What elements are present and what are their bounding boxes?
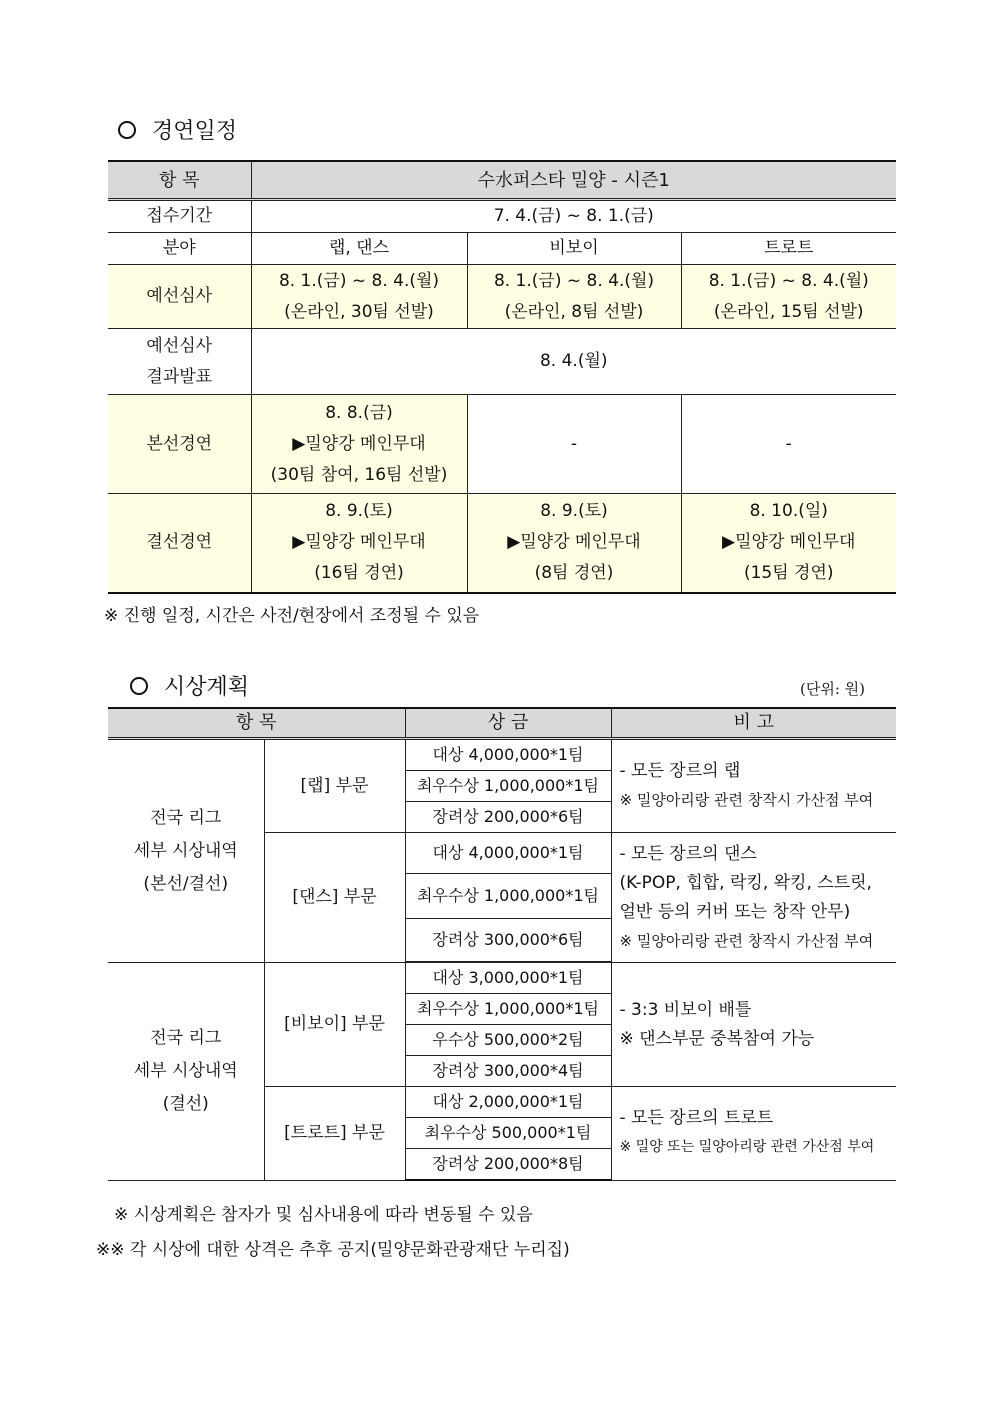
prize-cell: 장려상 200,000*8팀	[405, 1149, 611, 1181]
prize-cell: 대상 4,000,000*1팀	[405, 739, 611, 771]
cell-line: (온라인, 8팀 선발)	[504, 301, 644, 322]
cell-line: (결선)	[162, 1093, 209, 1114]
prize-cell: 최우수상 500,000*1팀	[405, 1118, 611, 1149]
section-title-schedule	[118, 114, 237, 145]
cell-line: 전국 리그	[150, 1027, 222, 1048]
cell-line: 8. 9.(토)	[325, 501, 393, 522]
cell-line: (16팀 경연)	[314, 563, 404, 584]
division-name: [랩] 부문	[264, 739, 405, 833]
table-header-row	[108, 708, 896, 739]
cell-line: (온라인, 30팀 선발)	[284, 301, 434, 322]
cell-line: 예선심사	[146, 335, 213, 356]
remark-cell	[611, 739, 896, 833]
cell-line: 결과발표	[146, 366, 213, 387]
table-header-row	[108, 161, 896, 200]
cell-line: 8. 1.(금) ~ 8. 4.(월)	[708, 270, 869, 291]
prelim-result-value: 8. 4.(월)	[251, 329, 896, 395]
cell-line: (온라인, 15팀 선발)	[713, 301, 864, 322]
schedule-note: ※ 진행 일정, 시간은 사전/현장에서 조정될 수 있음	[104, 606, 480, 626]
table-row-main	[108, 395, 896, 494]
prize-cell: 우수상 500,000*2팀	[405, 1025, 611, 1056]
table-row-prelim	[108, 265, 896, 329]
group-label	[108, 739, 264, 963]
final-cell	[251, 494, 467, 593]
cell-line: 8. 9.(토)	[540, 501, 608, 522]
cell-line: 세부 시상내역	[133, 840, 238, 861]
cell-line: ※ 밀양 또는 밀양아리랑 관련 가산점 부여	[619, 1139, 875, 1156]
cell-line: ▶밀양강 메인무대	[722, 532, 856, 553]
table-row-prelim-result	[108, 329, 896, 395]
header-item: 항 목	[108, 708, 405, 739]
main-cell-bboy: -	[467, 395, 681, 494]
cell-line: 8. 10.(일)	[749, 501, 828, 522]
prize-cell: 장려상 300,000*4팀	[405, 1056, 611, 1087]
header-item: 항 목	[108, 161, 251, 200]
division-name: [트로트] 부문	[264, 1087, 405, 1181]
remark-cell	[611, 963, 896, 1087]
main-cell	[251, 395, 467, 494]
prelim-cell	[681, 265, 896, 329]
awards-table	[108, 707, 896, 1181]
header-event: 수水퍼스타 밀양 - 시즌1	[251, 161, 896, 200]
cell-line: (본선/결선)	[143, 873, 229, 894]
section-title-awards	[130, 670, 249, 701]
prize-cell: 대상 4,000,000*1팀	[405, 833, 611, 874]
cell-line: 얼반 등의 커버 또는 창작 안무)	[619, 901, 851, 922]
table-row	[108, 963, 896, 994]
final-cell	[681, 494, 896, 593]
prelim-cell	[467, 265, 681, 329]
cell-line: - 모든 장르의 트로트	[619, 1108, 774, 1129]
cell-line: (K-POP, 힙합, 락킹, 왁킹, 스트릿,	[619, 872, 872, 893]
awards-note-2: ※※ 각 시상에 대한 상격은 추후 공지(밀양문화관광재단 누리집)	[96, 1240, 570, 1260]
prize-cell: 최우수상 1,000,000*1팀	[405, 994, 611, 1025]
header-remark: 비 고	[611, 708, 896, 739]
section-title-text: 경연일정	[152, 119, 238, 144]
cell-line: (15팀 경연)	[743, 563, 834, 584]
division-name: [비보이] 부문	[264, 963, 405, 1087]
header-prize: 상 금	[405, 708, 611, 739]
final-cell	[467, 494, 681, 593]
cell-line: 8. 8.(금)	[325, 402, 393, 423]
cell-line: ▶밀양강 메인무대	[292, 532, 426, 553]
cell-line: ▶밀양강 메인무대	[507, 532, 641, 553]
main-cell-trot: -	[681, 395, 896, 494]
cell-line: - 모든 장르의 랩	[619, 761, 741, 781]
row-label	[108, 329, 251, 395]
schedule-table	[108, 160, 896, 594]
reception-value: 7. 4.(금) ~ 8. 1.(금)	[251, 200, 896, 233]
cell-line: 전국 리그	[150, 807, 222, 828]
cell-line: ※ 밀양아리랑 관련 창작시 가산점 부여	[619, 931, 874, 950]
table-row-final	[108, 494, 896, 593]
circle-bullet-icon	[130, 677, 148, 695]
remark-cell	[611, 1087, 896, 1181]
row-label: 접수기간	[108, 200, 251, 233]
awards-note-1: ※ 시상계획은 참자가 및 심사내용에 따라 변동될 수 있음	[114, 1205, 533, 1225]
prize-cell: 대상 2,000,000*1팀	[405, 1087, 611, 1118]
row-label: 본선경연	[108, 395, 251, 494]
prize-cell: 최우수상 1,000,000*1팀	[405, 771, 611, 802]
field-bboy: 비보이	[467, 233, 681, 265]
prize-cell: 최우수상 1,000,000*1팀	[405, 874, 611, 919]
cell-line: - 모든 장르의 댄스	[619, 843, 757, 864]
cell-line: ▶밀양강 메인무대	[292, 433, 426, 454]
section-title-text: 시상계획	[164, 675, 250, 700]
row-label: 예선심사	[108, 265, 251, 329]
cell-line: - 3:3 비보이 배틀	[619, 999, 752, 1020]
table-row-reception	[108, 200, 896, 233]
circle-bullet-icon	[118, 121, 136, 139]
cell-line: 8. 1.(금) ~ 8. 4.(월)	[493, 270, 655, 291]
row-label: 결선경연	[108, 494, 251, 593]
unit-label: (단위: 원)	[800, 680, 865, 698]
cell-line: 세부 시상내역	[133, 1060, 238, 1081]
field-rap-dance: 랩, 댄스	[251, 233, 467, 265]
row-label: 분야	[108, 233, 251, 265]
group-label	[108, 963, 264, 1181]
prelim-cell	[251, 265, 467, 329]
cell-line: 8. 1.(금) ~ 8. 4.(월)	[278, 270, 440, 291]
cell-line: ※ 댄스부문 중복참여 가능	[619, 1028, 815, 1049]
cell-line: (8팀 경연)	[534, 563, 614, 584]
table-row-field	[108, 233, 896, 265]
cell-line: ※ 밀양아리랑 관련 창작시 가산점 부여	[619, 791, 874, 809]
prize-cell: 대상 3,000,000*1팀	[405, 963, 611, 994]
prize-cell: 장려상 300,000*6팀	[405, 919, 611, 962]
prize-cell: 장려상 200,000*6팀	[405, 802, 611, 833]
remark-cell	[611, 833, 896, 963]
field-trot: 트로트	[681, 233, 896, 265]
table-row	[108, 739, 896, 771]
cell-line: (30팀 참여, 16팀 선발)	[270, 464, 448, 485]
division-name: [댄스] 부문	[264, 833, 405, 963]
